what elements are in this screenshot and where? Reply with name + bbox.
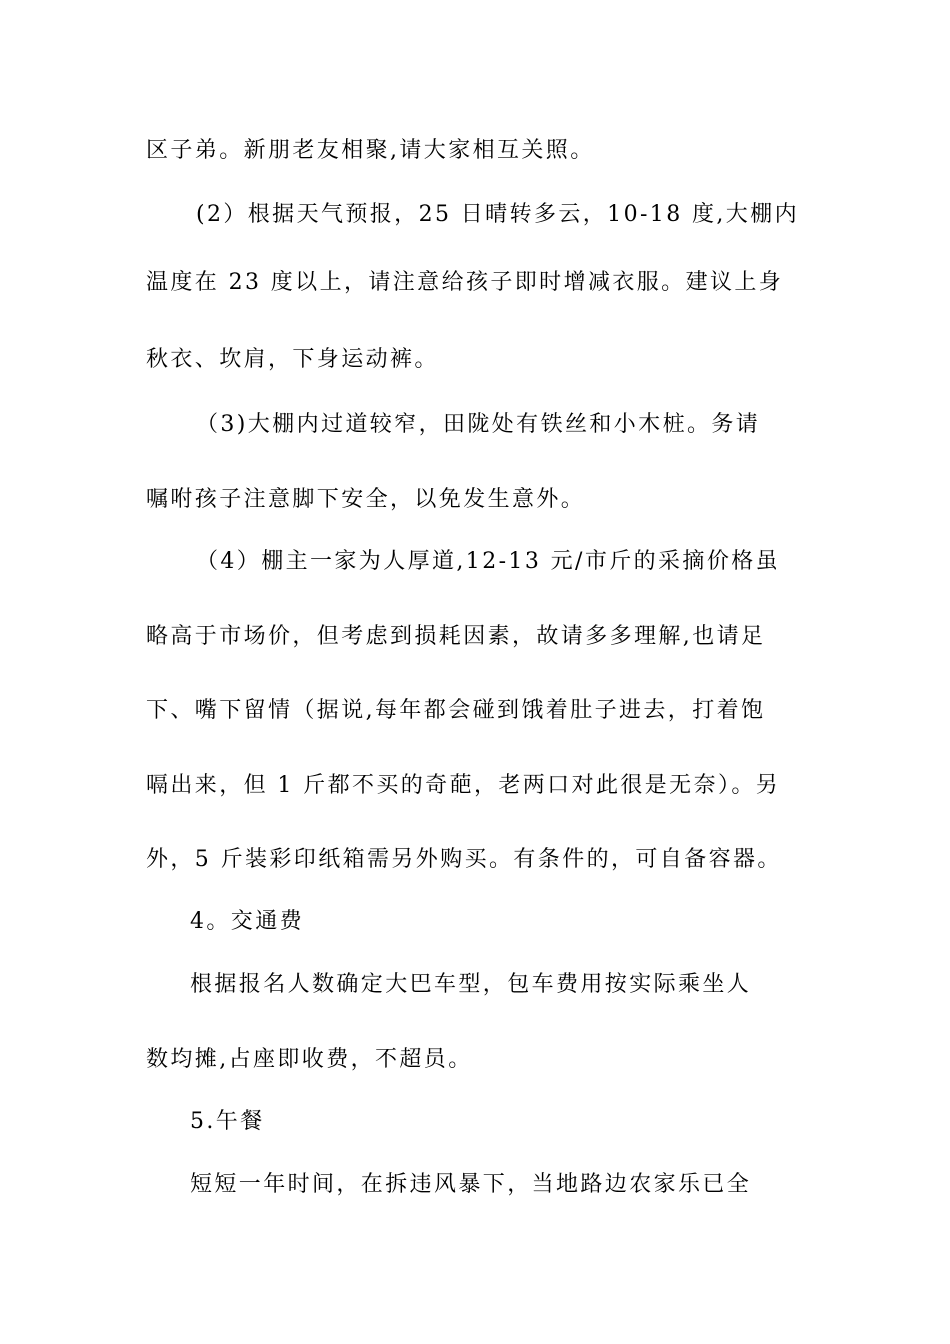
text-line: （4）棚主一家为人厚道,12-13 元/市斤的采摘价格虽 <box>196 549 781 574</box>
text-line: 温度在 23 度以上，请注意给孩子即时增减衣服。建议上身 <box>146 270 784 295</box>
text-line: （3)大棚内过道较窄，田陇处有铁丝和小木桩。务请 <box>196 412 761 437</box>
text-line: 秋衣、坎肩，下身运动裤。 <box>146 347 439 372</box>
text-line: 数均摊,占座即收费，不超员。 <box>146 1047 473 1072</box>
text-line: 下、嘴下留情（据说,每年都会碰到饿着肚子进去，打着饱 <box>146 698 766 723</box>
text-line: 略高于市场价，但考虑到损耗因素，故请多多理解,也请足 <box>146 624 766 649</box>
text-line: 区子弟。新朋老友相聚,请大家相互关照。 <box>146 138 595 163</box>
text-line: 嗝出来，但 1 斤都不买的奇葩，老两口对此很是无奈）。另 <box>146 773 781 798</box>
text-line: 短短一年时间，在拆违风暴下，当地路边农家乐已全 <box>190 1172 752 1197</box>
text-line: 外，5 斤装彩印纸箱需另外购买。有条件的，可自备容器。 <box>146 847 782 872</box>
text-line: 嘱咐孩子注意脚下安全，以免发生意外。 <box>146 487 586 512</box>
text-line: 根据报名人数确定大巴车型，包车费用按实际乘坐人 <box>190 972 752 997</box>
section-heading: 4。交通费 <box>190 909 304 934</box>
text-line: (2）根据天气预报，25 日晴转多云，10-18 度,大棚内 <box>196 202 799 227</box>
section-heading: 5.午餐 <box>190 1109 265 1134</box>
